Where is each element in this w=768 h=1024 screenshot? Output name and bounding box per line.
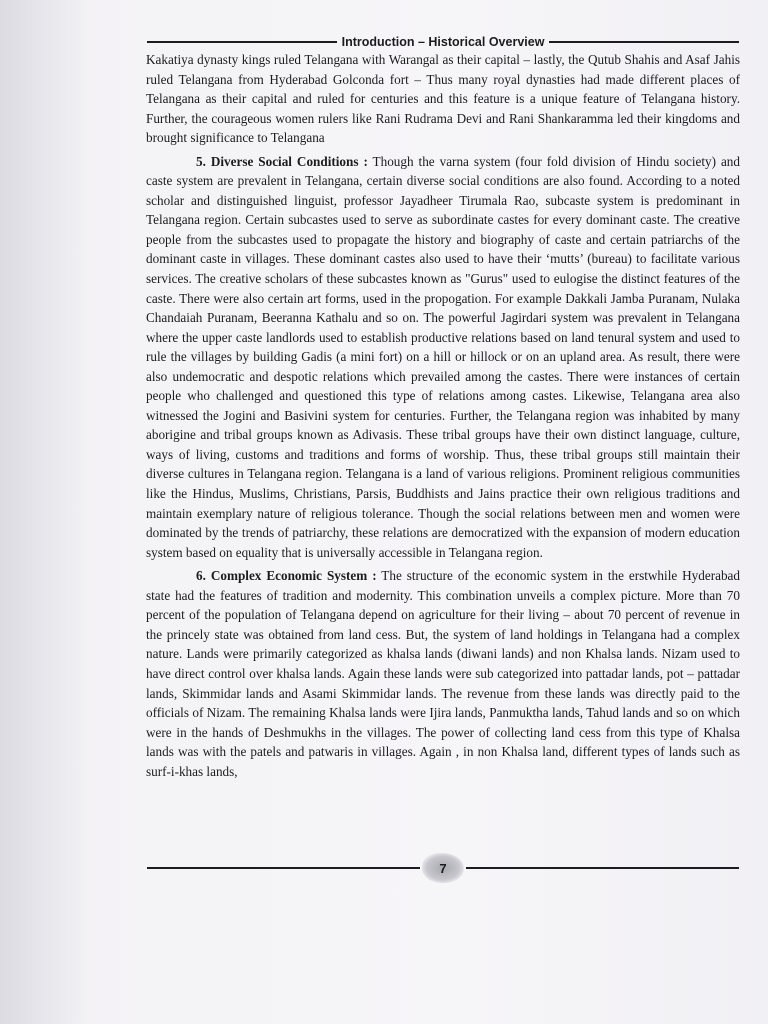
section-heading-social-conditions: 5. Diverse Social Conditions : — [196, 153, 368, 169]
header-title: Introduction – Historical Overview — [341, 35, 545, 49]
paragraph-economic-system — [146, 566, 740, 781]
running-header — [147, 33, 739, 51]
footer-rule-right — [466, 867, 739, 869]
page-body — [146, 50, 740, 781]
header-rule-left — [147, 41, 337, 43]
paragraph-social-conditions — [146, 152, 740, 562]
paragraph-dynasties: Kakatiya dynasty kings ruled Telangana with Warangal as their capital – lastly, the Qutub Shahis and Asaf Jahis ruled Telangana from Hyderabad Golconda fort – Thus many royal dynasties had made different places of Telangana as their capital and ruled for centuries and this feature is a unique feature of Telangana history. Further, the courageous women rulers like Rani Rudrama Devi and Rani Shankaramma led their kingdoms and brought significance to Telangana — [146, 52, 740, 146]
page-footer — [147, 852, 739, 884]
page-left-edge-shadow — [0, 0, 92, 1024]
page-number: 7 — [422, 853, 464, 883]
paragraph-social-conditions-text: Though the varna system (four fold division of Hindu society) and caste system are prevalent in Telangana, certain diverse social conditions are also found. According to a noted scholar and distinguished linguist, professor Jayadheer Tirumala Rao, subcaste system is predominant in Telangana region. Certain subcastes used to serve as subordinate castes for every dominant caste. The creative people from the subcastes used to propagate the history and biography of caste and certain patriarchs of the dominant caste in villages. These dominant castes also used to have their ‘mutts’ (bureau) to facilitate various services. The creative scholars of these subcastes known as "Gurus" used to eulogise the distinct features of the caste. There were also certain art forms, used in the propogation. For example Dakkali Jamba Puranam, Nulaka Chandaiah Puranam, Beeranna Kathalu and so on. The powerful Jagirdari system was prevalent in Telangana where the upper caste landlords used to establish productive relations based on land tenural system and used to rule the villages by building Gadis (a mini fort) on a hill or hillock or on an upland area. As result, there were also undemocratic and despotic relations which prevailed among the castes. There were instances of certain people who challenged and questioned this type of relations among castes. Likewise, Telangana area also witnessed the Jogini and Basivini system for centuries. Further, the Telangana region was inhabited by many aborigine and tribal groups known as Adivasis. These tribal groups have their own distinct language, culture, ways of living, customs and traditions and forms of worship. Thus, these tribal groups still maintain their diverse cultures in Telangana region. Telangana is a land of various religions. Prominent religious communities like the Hindus, Muslims, Christians, Parsis, Buddhists and Jains practice their own religious traditions and maintain exemplary nature of religious tolerance. Though the social relations between men and women were dominated by the trends of patriarchy, these relations are democratized with the expansion of modern education system based on equality that is universally accessible in Telangana region. — [146, 153, 740, 560]
paragraph-economic-system-text: The structure of the economic system in the erstwhile Hyderabad state had the features of tradition and modernity. This combination unveils a complex picture. More than 70 percent of the population of Telangana depend on agriculture for their living – about 70 percent of revenue in the princely state was obtained from land cess. But, the system of land holdings in Telangana had a complex nature. Lands were primarily categorized as khalsa lands (diwani lands) and non Khalsa lands. Nizam used to have direct control over khalsa lands. Again these lands were sub categorized into pattadar lands, pot – pattadar lands, Skimmidar lands and Asami Skimmidar lands. The revenue from these lands was directly paid to the officials of Nizam. The remaining Khalsa lands were Ijira lands, Panmuktha lands, Tahud lands and so on which were in the hands of Deshmukhs in the villages. The power of collecting land cess from this type of Khalsa lands was with the patels and patwaris in villages. Again , in non Khalsa land, different types of lands such as surf-i-khas lands, — [146, 568, 741, 779]
section-heading-economic-system: 6. Complex Economic System : — [196, 568, 377, 584]
footer-rule-left — [147, 867, 420, 869]
header-rule-right — [549, 41, 739, 43]
